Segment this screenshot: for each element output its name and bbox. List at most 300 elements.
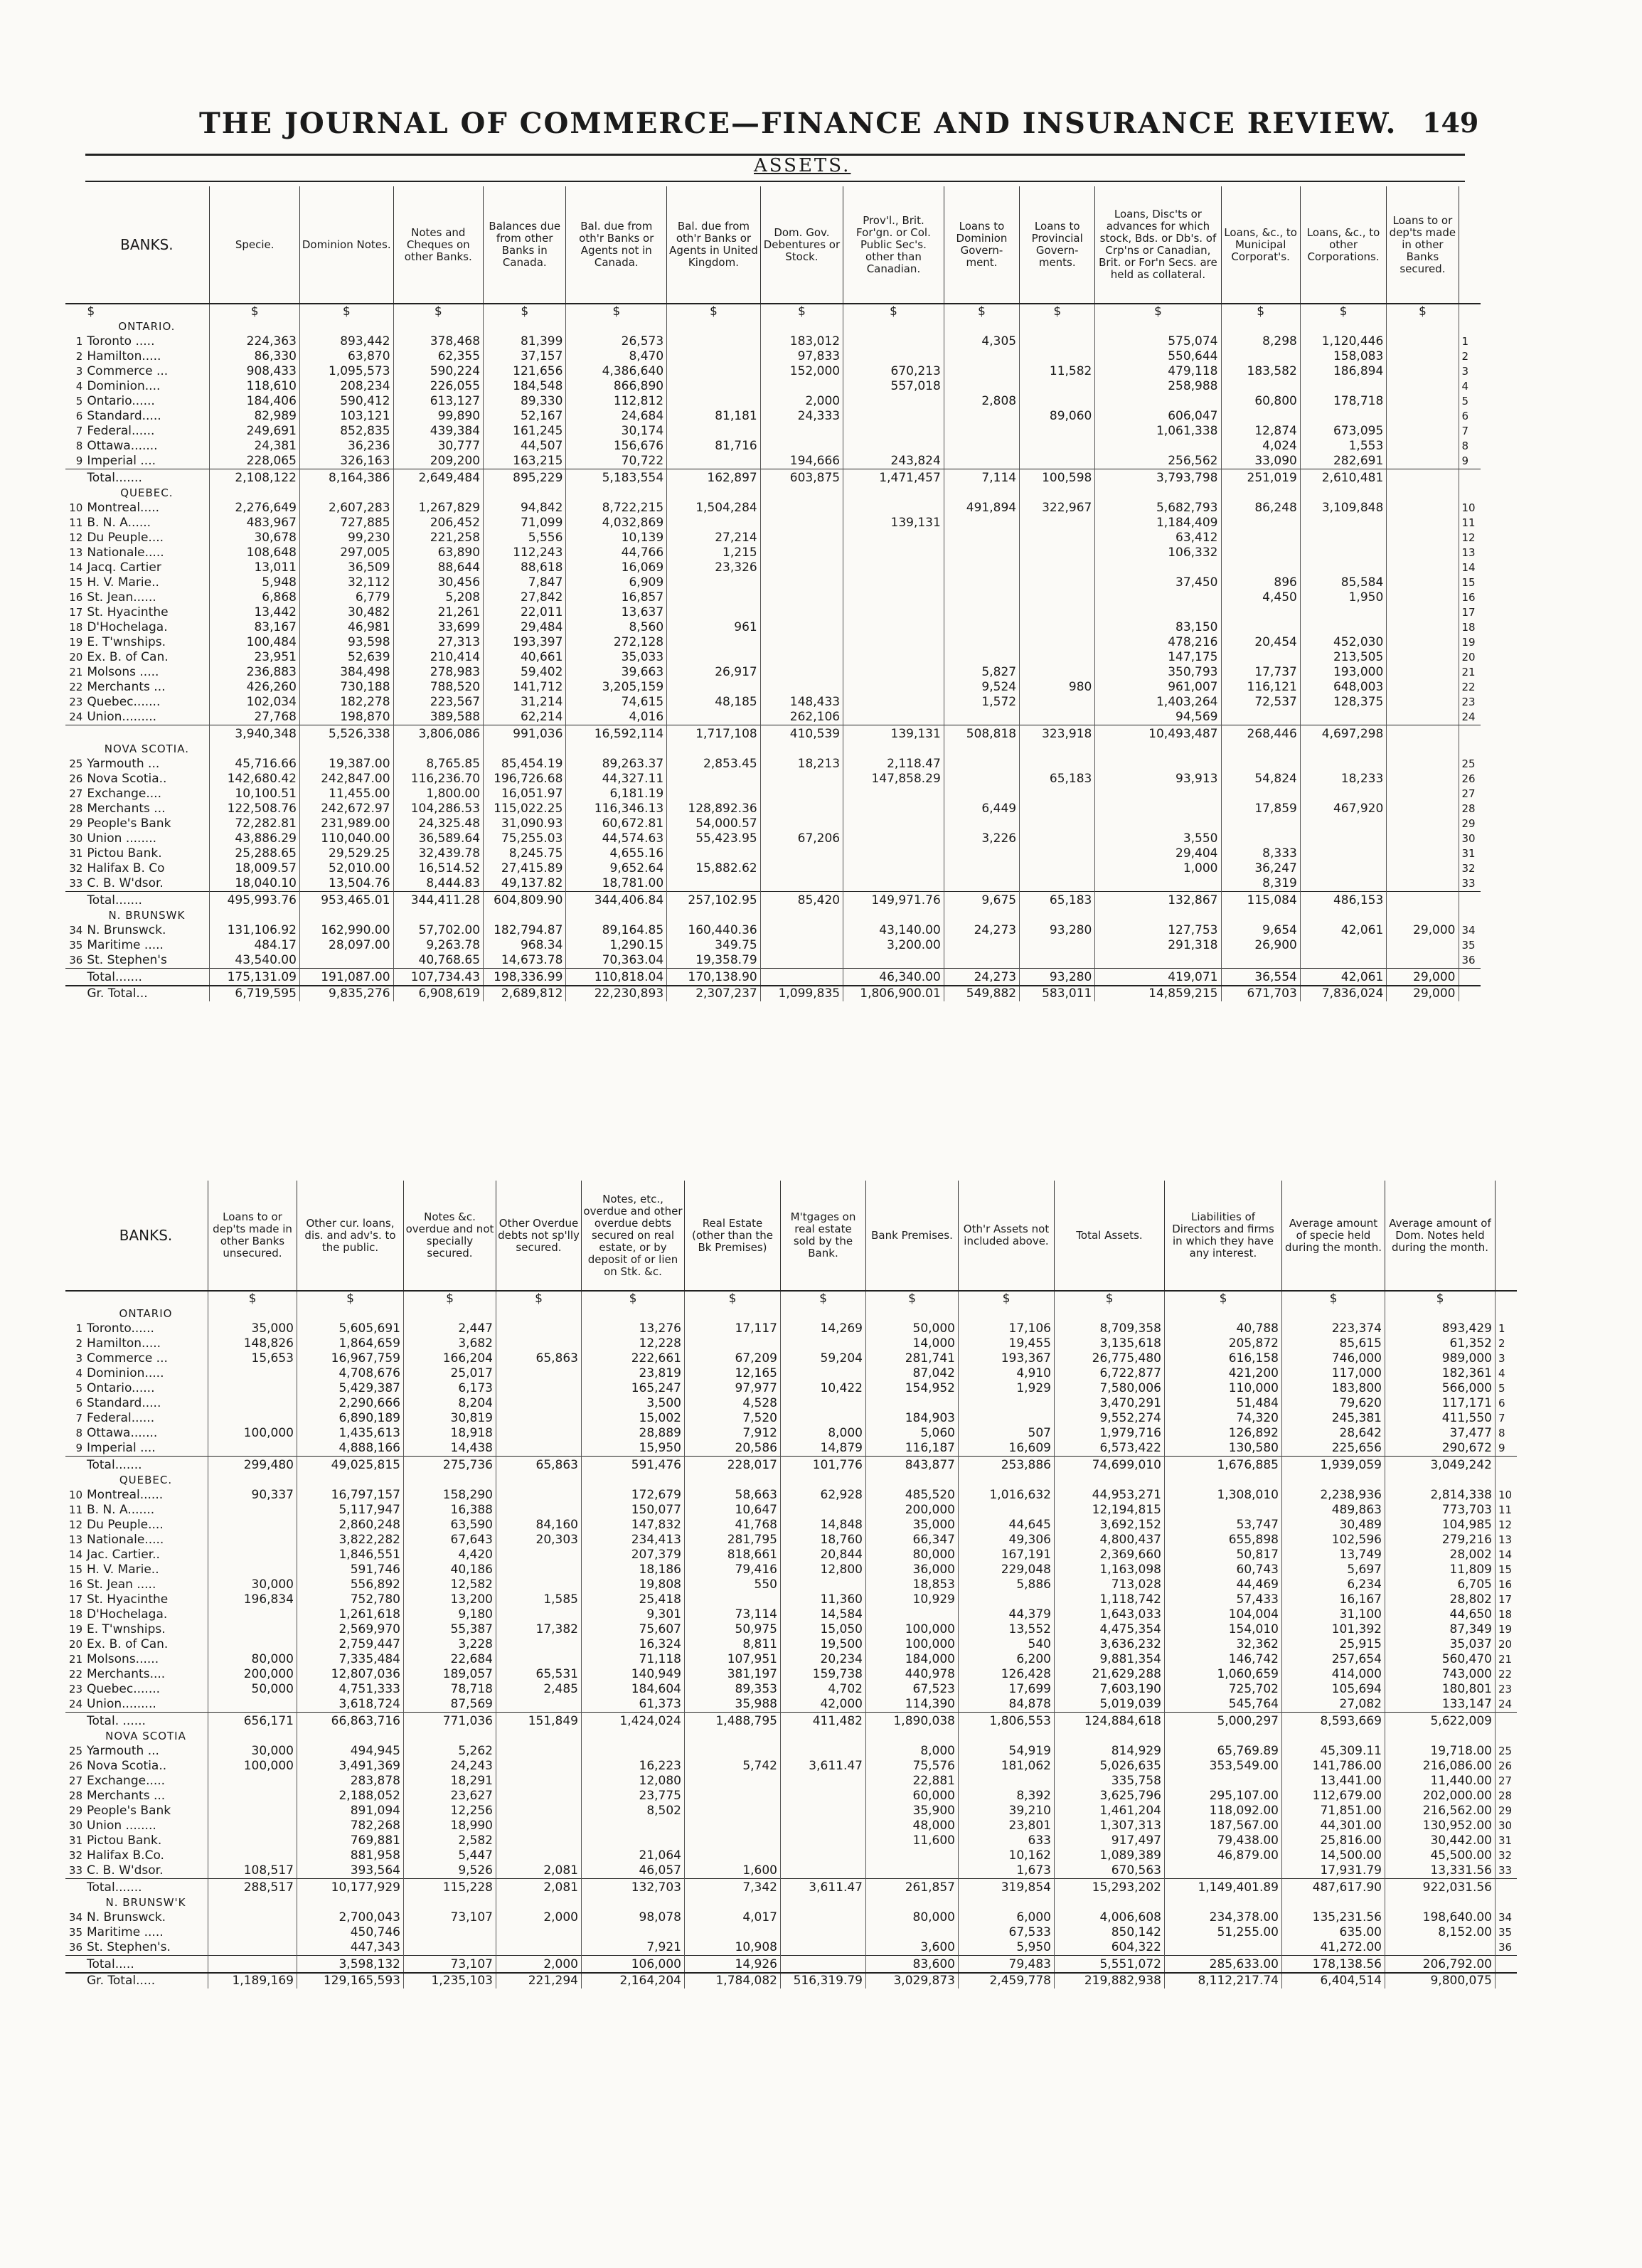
bank-name-cell: Total....... [84, 892, 210, 909]
value-cell [866, 1729, 959, 1744]
value-cell: 80,000 [866, 1910, 959, 1925]
value-cell: 44,379 [959, 1607, 1055, 1622]
value-cell [1300, 938, 1386, 953]
value-cell: 141,712 [484, 680, 566, 695]
value-cell [1020, 349, 1095, 364]
value-cell: 2,164,204 [582, 1973, 685, 1989]
table-row [65, 364, 1481, 379]
value-cell [496, 1336, 582, 1351]
value-cell [496, 1652, 582, 1667]
bank-name-cell: C. B. W'dsor. [84, 876, 210, 892]
value-cell [1387, 680, 1459, 695]
value-cell: 86,248 [1221, 501, 1300, 516]
province-group-row [65, 1895, 1517, 1910]
value-cell: 484.17 [210, 938, 300, 953]
column-header: Balances due from other Banks in Canada. [484, 186, 566, 304]
value-cell: 48,000 [866, 1819, 959, 1833]
value-cell: 74,615 [566, 695, 667, 710]
value-cell: 147,175 [1095, 650, 1221, 665]
value-cell: 163,215 [484, 454, 566, 469]
bank-name-cell: Standard..... [84, 409, 210, 424]
value-cell: 3,491,369 [297, 1759, 404, 1774]
value-cell: 24,333 [760, 409, 843, 424]
value-cell: 9,652.64 [566, 861, 667, 876]
value-cell: 54,919 [959, 1744, 1055, 1759]
value-cell [667, 635, 761, 650]
value-cell: 411,550 [1385, 1411, 1496, 1426]
value-cell: 17,699 [959, 1682, 1055, 1697]
table-row [65, 846, 1481, 861]
row-number: 36 [1498, 1941, 1513, 1954]
row-number: 30 [69, 832, 83, 845]
value-cell: 35,000 [208, 1321, 297, 1336]
value-cell: 2,081 [496, 1863, 582, 1879]
table-row [65, 772, 1481, 787]
value-cell: 3,822,282 [297, 1533, 404, 1548]
value-cell: 353,549.00 [1165, 1759, 1282, 1774]
total-row [65, 1879, 1517, 1896]
value-cell [667, 650, 761, 665]
value-cell: 1,717,108 [667, 725, 761, 742]
row-number: 24 [1498, 1698, 1513, 1710]
journal-title: THE JOURNAL OF COMMERCE—FINANCE AND INSURANCE REVIEW. [199, 107, 1397, 140]
value-cell: 613,127 [393, 394, 484, 409]
value-cell: 730,188 [299, 680, 393, 695]
value-cell [1300, 757, 1386, 772]
value-cell: 183,582 [1221, 364, 1300, 379]
row-number: 11 [69, 516, 83, 529]
value-cell [1020, 379, 1095, 394]
value-cell [404, 1473, 496, 1488]
bank-name-cell: Merchants ... [84, 802, 210, 816]
value-cell: 65,769.89 [1165, 1744, 1282, 1759]
value-cell: 115,228 [404, 1879, 496, 1896]
value-cell [1020, 846, 1095, 861]
value-cell [393, 742, 484, 757]
bank-name-cell: Maritime ..... [84, 938, 210, 953]
value-cell: 110,818.04 [566, 969, 667, 986]
value-cell: 1,864,659 [297, 1336, 404, 1351]
value-cell: 15,002 [582, 1411, 685, 1426]
value-cell: 54,000.57 [667, 816, 761, 831]
value-cell [760, 680, 843, 695]
value-cell [1387, 319, 1459, 334]
value-cell: 100,598 [1020, 469, 1095, 486]
value-cell: 196,726.68 [484, 772, 566, 787]
value-cell: 673,095 [1300, 424, 1386, 439]
value-cell [1095, 742, 1221, 757]
value-cell [496, 1396, 582, 1411]
value-cell: 12,256 [404, 1804, 496, 1819]
value-cell: 17,382 [496, 1622, 582, 1637]
value-cell [866, 1306, 959, 1321]
value-cell [781, 1833, 866, 1848]
value-cell: 72,537 [1221, 695, 1300, 710]
value-cell: 344,406.84 [566, 892, 667, 909]
value-cell [667, 787, 761, 802]
value-cell: 893,429 [1385, 1321, 1496, 1336]
value-cell: 7,580,006 [1055, 1381, 1165, 1396]
value-cell: 110,000 [1165, 1381, 1282, 1396]
value-cell [667, 349, 761, 364]
value-cell: 39,210 [959, 1804, 1055, 1819]
value-cell: 24,243 [404, 1759, 496, 1774]
row-number: 20 [68, 1638, 82, 1651]
row-number: 3 [75, 365, 83, 378]
value-cell: 198,640.00 [1385, 1910, 1496, 1925]
value-cell [1385, 1895, 1496, 1910]
value-cell [685, 1895, 781, 1910]
value-cell: 3,135,618 [1055, 1336, 1165, 1351]
value-cell [404, 1895, 496, 1910]
value-cell: 19,358.79 [667, 953, 761, 969]
value-cell: 229,048 [959, 1562, 1055, 1577]
value-cell [866, 1607, 959, 1622]
value-cell: 116,187 [866, 1441, 959, 1457]
value-cell: 124,884,618 [1055, 1713, 1165, 1730]
value-cell [843, 349, 944, 364]
value-cell: 25,915 [1282, 1637, 1385, 1652]
value-cell: 216,562.00 [1385, 1804, 1496, 1819]
value-cell: 8,164,386 [299, 469, 393, 486]
value-cell [1385, 1729, 1496, 1744]
value-cell [1020, 620, 1095, 635]
table-row [65, 1622, 1517, 1637]
value-cell: 85,454.19 [484, 757, 566, 772]
value-cell: 487,617.90 [1282, 1879, 1385, 1896]
row-number: 5 [1498, 1382, 1505, 1395]
value-cell: 46,340.00 [843, 969, 944, 986]
value-cell [843, 861, 944, 876]
value-cell: 14,500.00 [1282, 1848, 1385, 1863]
value-cell: 9,835,276 [299, 986, 393, 1001]
value-cell [208, 1910, 297, 1925]
value-cell: 150,077 [582, 1503, 685, 1518]
value-cell [944, 409, 1019, 424]
row-number: 34 [1498, 1911, 1513, 1924]
row-number: 32 [1461, 862, 1476, 875]
value-cell: 4,800,437 [1055, 1533, 1165, 1548]
value-cell: 262,106 [760, 710, 843, 725]
value-cell [760, 605, 843, 620]
value-cell [1387, 695, 1459, 710]
row-number [65, 319, 84, 334]
value-cell: 893,442 [299, 334, 393, 349]
value-cell [1387, 575, 1459, 590]
value-cell: 147,858.29 [843, 772, 944, 787]
value-cell: 6,868 [210, 590, 300, 605]
value-cell: 23,801 [959, 1819, 1055, 1833]
table-row [65, 1533, 1517, 1548]
table-row [65, 816, 1481, 831]
value-cell: 603,875 [760, 469, 843, 486]
value-cell [781, 1940, 866, 1956]
row-number [65, 1713, 84, 1730]
row-number [1496, 1973, 1518, 1989]
value-cell: 7,847 [484, 575, 566, 590]
total-row [65, 892, 1481, 909]
value-cell [685, 1306, 781, 1321]
value-cell: 93,280 [1020, 923, 1095, 938]
value-cell: 3,600 [866, 1940, 959, 1956]
value-cell [685, 1925, 781, 1940]
bank-name-cell: St. Stephen's [84, 953, 210, 969]
value-cell [1387, 892, 1459, 909]
grand-total-row [65, 986, 1481, 1001]
bank-name-cell: D'Hochelaga. [84, 1607, 208, 1622]
value-cell: 5,208 [393, 590, 484, 605]
value-cell: 36,589.64 [393, 831, 484, 846]
value-cell [1165, 1306, 1282, 1321]
value-cell [1387, 516, 1459, 531]
value-cell [760, 923, 843, 938]
value-cell: 24,381 [210, 439, 300, 454]
value-cell [667, 379, 761, 394]
total-row [65, 969, 1481, 986]
value-cell: 281,741 [866, 1351, 959, 1366]
row-number: 21 [69, 666, 83, 678]
value-cell: 49,025,815 [297, 1457, 404, 1474]
row-number [1496, 1729, 1518, 1744]
bank-name-cell: ONTARIO [84, 1306, 208, 1321]
value-cell: 2,649,484 [393, 469, 484, 486]
value-cell: 29,000 [1387, 923, 1459, 938]
bank-name-cell: Dominion.... [84, 379, 210, 394]
value-cell: 100,484 [210, 635, 300, 650]
value-cell [944, 349, 1019, 364]
row-number [65, 1473, 84, 1488]
value-cell: 65,531 [496, 1667, 582, 1682]
value-cell: 8,319 [1221, 876, 1300, 892]
value-cell: 4,016 [566, 710, 667, 725]
row-number: 34 [1461, 924, 1476, 937]
row-number: 4 [1461, 380, 1469, 393]
value-cell: 5,262 [404, 1744, 496, 1759]
bank-name-cell: Hamilton..... [84, 349, 210, 364]
value-cell [1055, 1306, 1165, 1321]
value-cell: 5,742 [685, 1759, 781, 1774]
value-cell: 90,337 [208, 1488, 297, 1503]
value-cell: 606,047 [1095, 409, 1221, 424]
value-cell: 12,807,036 [297, 1667, 404, 1682]
value-cell: 1,806,900.01 [843, 986, 944, 1001]
value-cell: 59,402 [484, 665, 566, 680]
row-number: 9 [1498, 1442, 1505, 1454]
row-number: 28 [1498, 1789, 1513, 1802]
row-number: 9 [75, 454, 83, 467]
value-cell: 6,705 [1385, 1577, 1496, 1592]
value-cell: 184,903 [866, 1411, 959, 1426]
value-cell [582, 1729, 685, 1744]
value-cell: 71,851.00 [1282, 1804, 1385, 1819]
value-cell [959, 1396, 1055, 1411]
row-number: 33 [1498, 1864, 1513, 1877]
column-header: Dom. Gov. Debentures or Stock. [760, 186, 843, 304]
value-cell: 746,000 [1282, 1351, 1385, 1366]
value-cell [944, 710, 1019, 725]
value-cell [297, 1895, 404, 1910]
value-cell [1387, 742, 1459, 757]
value-cell: 65,183 [1020, 892, 1095, 909]
value-cell: 491,894 [944, 501, 1019, 516]
value-cell: 4,386,640 [566, 364, 667, 379]
value-cell: 486,153 [1300, 892, 1386, 909]
value-cell: 178,718 [1300, 394, 1386, 409]
value-cell: 40,788 [1165, 1321, 1282, 1336]
value-cell: 2,689,812 [484, 986, 566, 1001]
row-number: 21 [68, 1653, 82, 1666]
value-cell: 228,017 [685, 1457, 781, 1474]
value-cell: 130,952.00 [1385, 1819, 1496, 1833]
value-cell [944, 816, 1019, 831]
value-cell: 27,768 [210, 710, 300, 725]
value-cell: 222,661 [582, 1351, 685, 1366]
value-cell [208, 1441, 297, 1457]
value-cell: 183,012 [760, 334, 843, 349]
value-cell: 15,293,202 [1055, 1879, 1165, 1896]
bank-name-cell: Merchants ... [84, 1789, 208, 1804]
value-cell [496, 1789, 582, 1804]
row-number [1496, 1713, 1518, 1730]
value-cell [1387, 394, 1459, 409]
value-cell: 16,167 [1282, 1592, 1385, 1607]
value-cell: 8,470 [566, 349, 667, 364]
value-cell [944, 876, 1019, 892]
value-cell [685, 1804, 781, 1819]
value-cell: 6,234 [1282, 1577, 1385, 1592]
value-cell: 281,795 [685, 1533, 781, 1548]
value-cell: 727,885 [299, 516, 393, 531]
value-cell: 73,114 [685, 1607, 781, 1622]
row-number: 19 [68, 1623, 82, 1636]
value-cell: 206,792.00 [1385, 1956, 1496, 1974]
row-number: 28 [69, 802, 83, 815]
value-cell: 131,106.92 [210, 923, 300, 938]
value-cell: 991,036 [484, 725, 566, 742]
value-cell: $ [566, 304, 667, 319]
value-cell: 14,584 [781, 1607, 866, 1622]
value-cell: $ [1282, 1291, 1385, 1306]
value-cell: 39,663 [566, 665, 667, 680]
row-number: 10 [1498, 1489, 1513, 1501]
value-cell: 616,158 [1165, 1351, 1282, 1366]
value-cell: 604,322 [1055, 1940, 1165, 1956]
value-cell: 381,197 [685, 1667, 781, 1682]
value-cell [1095, 439, 1221, 454]
value-cell: 30,489 [1282, 1518, 1385, 1533]
value-cell: 13,504.76 [299, 876, 393, 892]
value-cell [210, 742, 300, 757]
value-cell [496, 1321, 582, 1336]
row-number [1496, 1895, 1518, 1910]
row-number: 7 [75, 425, 83, 437]
row-number: 14 [1498, 1548, 1513, 1561]
table-header-row [65, 1181, 1517, 1291]
value-cell: 3,692,152 [1055, 1518, 1165, 1533]
value-cell: 184,604 [582, 1682, 685, 1697]
value-cell: 2,276,649 [210, 501, 300, 516]
value-cell: 8,811 [685, 1637, 781, 1652]
row-number: 30 [68, 1819, 82, 1832]
value-cell [1300, 953, 1386, 969]
value-cell: 12,228 [582, 1336, 685, 1351]
value-cell [496, 1562, 582, 1577]
value-cell: $ [404, 1291, 496, 1306]
value-cell: 61,373 [582, 1697, 685, 1713]
value-cell: 37,477 [1385, 1426, 1496, 1441]
value-cell [944, 454, 1019, 469]
value-cell: 57,702.00 [393, 923, 484, 938]
value-cell: 4,708,676 [297, 1366, 404, 1381]
value-cell [1387, 454, 1459, 469]
bank-name-cell: Exchange.... [84, 787, 210, 802]
value-cell [1300, 531, 1386, 545]
row-number [65, 1457, 84, 1474]
value-cell [1387, 861, 1459, 876]
value-cell: 1,061,338 [1095, 424, 1221, 439]
value-cell: 116,346.13 [566, 802, 667, 816]
value-cell: 22,881 [866, 1774, 959, 1789]
bank-name-cell: Ex. B. of Can. [84, 650, 210, 665]
value-cell: 440,978 [866, 1667, 959, 1682]
row-number: 33 [69, 877, 83, 890]
value-cell: 60,743 [1165, 1562, 1282, 1577]
value-cell: 881,958 [297, 1848, 404, 1863]
value-cell: 7,335,484 [297, 1652, 404, 1667]
value-cell [944, 590, 1019, 605]
value-cell: 209,200 [393, 454, 484, 469]
value-cell: 94,569 [1095, 710, 1221, 725]
row-number: 11 [1498, 1503, 1513, 1516]
value-cell: 122,508.76 [210, 802, 300, 816]
value-cell: $ [959, 1291, 1055, 1306]
value-cell [667, 575, 761, 590]
value-cell [210, 319, 300, 334]
value-cell [781, 1396, 866, 1411]
value-cell: 22,230,893 [566, 986, 667, 1001]
value-cell: 63,590 [404, 1518, 496, 1533]
value-cell [208, 1396, 297, 1411]
value-cell: 549,882 [944, 986, 1019, 1001]
bank-name-cell: St. Jean...... [84, 590, 210, 605]
value-cell: 24,273 [944, 969, 1019, 986]
row-number [1496, 1457, 1518, 1474]
value-cell: 1,890,038 [866, 1713, 959, 1730]
value-cell: 62,214 [484, 710, 566, 725]
value-cell: 62,355 [393, 349, 484, 364]
units-row [65, 304, 1481, 319]
value-cell [944, 424, 1019, 439]
value-cell [685, 1819, 781, 1833]
value-cell: 3,793,798 [1095, 469, 1221, 486]
bank-name-cell: Gr. Total... [84, 986, 210, 1001]
value-cell: 590,224 [393, 364, 484, 379]
value-cell [393, 486, 484, 501]
value-cell [1300, 846, 1386, 861]
row-number: 27 [1498, 1774, 1513, 1787]
value-cell: 24,325.48 [393, 816, 484, 831]
value-cell: 670,213 [843, 364, 944, 379]
bank-name-cell: Pictou Bank. [84, 846, 210, 861]
value-cell: 2,447 [404, 1321, 496, 1336]
value-cell: 11,809 [1385, 1562, 1496, 1577]
row-number [1459, 908, 1481, 923]
bank-name-cell: Montreal..... [84, 501, 210, 516]
value-cell [1221, 650, 1300, 665]
value-cell [299, 908, 393, 923]
value-cell: 9,552,274 [1055, 1411, 1165, 1426]
value-cell [781, 1503, 866, 1518]
